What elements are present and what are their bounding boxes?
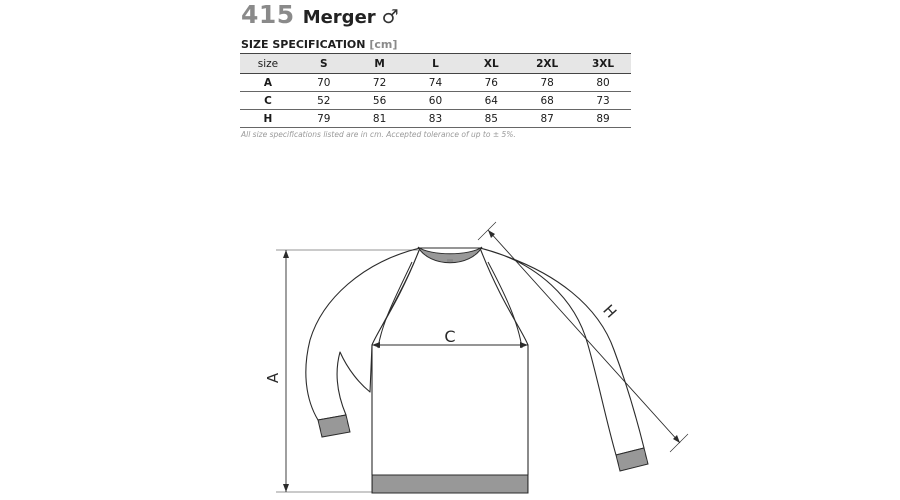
size-corner-label: size bbox=[240, 54, 296, 74]
size-header-l: L bbox=[408, 54, 464, 74]
table-cell: 80 bbox=[575, 74, 631, 92]
sweatshirt-outline bbox=[306, 248, 644, 475]
tolerance-note: All size specifications listed are in cm. Accepted tolerance of up to ± 5%. bbox=[241, 130, 516, 139]
spec-heading-text: SIZE SPECIFICATION bbox=[241, 38, 366, 51]
length-arrow-top bbox=[283, 250, 289, 258]
size-header-xl: XL bbox=[463, 54, 519, 74]
table-cell: 68 bbox=[519, 92, 575, 110]
table-cell: 76 bbox=[463, 74, 519, 92]
male-gender-icon: ♂ bbox=[381, 6, 399, 28]
table-cell: 87 bbox=[519, 110, 575, 128]
length-label: A bbox=[264, 372, 282, 384]
size-header-m: M bbox=[352, 54, 408, 74]
sleeve-measure-bottom-tick bbox=[670, 434, 688, 452]
table-cell: 70 bbox=[296, 74, 352, 92]
table-cell: 78 bbox=[519, 74, 575, 92]
table-cell: 79 bbox=[296, 110, 352, 128]
chest-label: C bbox=[444, 327, 456, 346]
table-cell: 81 bbox=[352, 110, 408, 128]
table-cell: 60 bbox=[408, 92, 464, 110]
waist-band bbox=[372, 475, 528, 493]
table-cell: 64 bbox=[463, 92, 519, 110]
table-cell: 83 bbox=[408, 110, 464, 128]
sleeve-label: H bbox=[599, 301, 621, 322]
row-label: H bbox=[240, 110, 296, 128]
size-header-3xl: 3XL bbox=[575, 54, 631, 74]
spec-unit: [cm] bbox=[369, 38, 398, 51]
size-header-s: S bbox=[296, 54, 352, 74]
table-cell: 56 bbox=[352, 92, 408, 110]
sleeve-measure-top-tick bbox=[478, 222, 496, 240]
product-code: 415 bbox=[241, 0, 295, 29]
neck-label bbox=[447, 259, 453, 262]
table-cell: 74 bbox=[408, 74, 464, 92]
row-label: C bbox=[240, 92, 296, 110]
length-arrow-bottom bbox=[283, 484, 289, 492]
table-cell: 52 bbox=[296, 92, 352, 110]
table-cell: 72 bbox=[352, 74, 408, 92]
table-cell: 73 bbox=[575, 92, 631, 110]
size-header-2xl: 2XL bbox=[519, 54, 575, 74]
product-name: Merger bbox=[302, 7, 376, 28]
table-cell: 85 bbox=[463, 110, 519, 128]
row-label: A bbox=[240, 74, 296, 92]
table-cell: 89 bbox=[575, 110, 631, 128]
